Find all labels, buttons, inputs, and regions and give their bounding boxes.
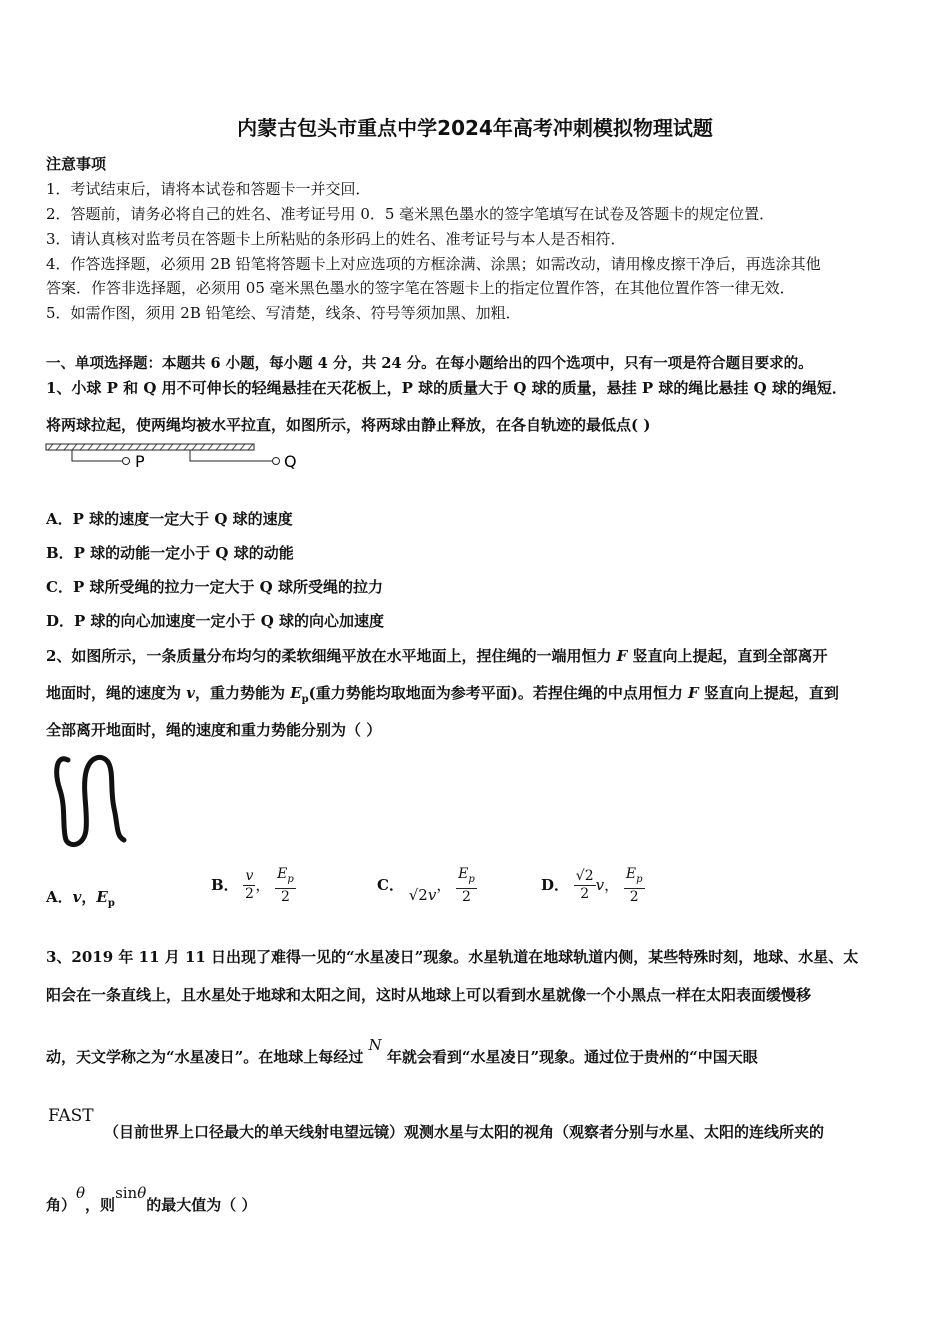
q1-figure [44,442,314,472]
energy-symbol: E [290,684,302,702]
q3-line3 [46,1036,758,1067]
page-title: 内蒙古包头市重点中学2024年高考冲刺模拟物理试题 [237,116,713,140]
q2-text: ，重力势能为 [194,684,291,702]
force-symbol: F [688,684,699,702]
q3-text: 角） [46,1196,77,1214]
q3-text: ，则 [85,1196,116,1214]
energy-subscript: p [301,694,309,705]
notice-item: 5．如需作图，须用 2B 铅笔绘、写清楚，线条、符号等须加黑、加粗． [46,304,521,322]
fast-label: FAST [48,1106,94,1126]
fraction-ep-over-2: $\frac{E_p}{2}$ [458,866,475,905]
q2-line2 [46,682,839,705]
energy-subscript: p [107,898,115,909]
q3-line2: 阳会在一条直线上，且水星处于地球和太阳之间，这时从地球上可以看到水星就像一个小黑点一样在太阳表面缓慢移 [46,986,812,1004]
notice-item: 3．请认真核对监考员在答题卡上所粘贴的条形码上的姓名、准考证号与本人是否相符． [46,230,626,248]
q2-option-d [541,866,645,906]
velocity-symbol: v [72,888,82,906]
option-label: A． [46,888,73,906]
q1-option-c: C．P 球所受绳的拉力一定大于 Q 球所受绳的拉力 [46,578,383,596]
rope-p [72,450,122,461]
notice-item: 4．作答选择题，必须用 2B 铅笔将答题卡上对应选项的方框涂满、涂黑；如需改动，请用橡皮擦干净后，再选涂其他 [46,255,821,273]
q3-text: 年就会看到“水星凌日”现象。通过位于贵州的“中国天眼 [381,1048,758,1066]
q1-option-b: B．P 球的动能一定小于 Q 球的动能 [46,544,294,562]
label-q: Q [284,452,297,471]
q2-text: 竖直向上提起，直到 [698,684,839,702]
velocity-symbol: v [186,684,195,702]
q3-line4: （目前世界上口径最大的单天线射电望远镜）观测水星与太阳的视角（观察者分别与水星、太阳的连线所夹的 [104,1123,825,1141]
q1-line2: 将两球拉起，使两绳均被水平拉直，如图所示，将两球由静止释放，在各自轨迹的最低点( ) [46,416,651,434]
separator: ， [436,875,457,894]
q3-line5 [46,1184,257,1215]
q3-line1: 3、2019 年 11 月 11 日出现了难得一见的“水星凌日”现象。水星轨道在地球轨道内侧，某些特殊时刻，地球、水星、太 [46,948,859,966]
ball-p [123,458,130,465]
force-symbol: F [616,647,628,665]
q2-text: 2、如图所示，一条质量分布均匀的柔软细绳平放在水平地面上，捏住绳的一端用恒力 [46,647,617,665]
q2-text: 地面时，绳的速度为 [46,684,187,702]
ceiling-hatch [46,444,254,450]
fraction-ep-over-2: $\frac{E_p}{2}$ [277,866,294,905]
q1-line1: 1、小球 P 和 Q 用不可伸长的轻绳悬挂在天花板上，P 球的质量大于 Q 球的质量，悬挂 P 球的绳比悬挂 Q 球的绳短． [46,379,847,397]
velocity-symbol: v [595,875,605,894]
separator: ， [81,888,97,906]
section-heading: 一、单项选择题：本题共 6 小题，每小题 4 分，共 24 分。在每小题给出的四个选项中，只有一项是符合题目要求的。 [46,355,813,372]
sin-theta: sinθ [115,1184,147,1202]
notice-item: 1．考试结束后，请将本试卷和答题卡一并交回． [46,180,371,198]
theta-symbol: θ [76,1184,86,1202]
q1-option-a: A．P 球的速度一定大于 Q 球的速度 [46,510,293,528]
rope-q [190,450,272,461]
q2-text: (重力势能均取地面为参考平面)。若捏住绳的中点用恒力 [308,684,689,702]
option-label: D． [541,875,570,894]
notice-heading: 注意事项 [46,155,107,173]
label-p: P [135,452,145,471]
option-label: B． [211,875,239,894]
sqrt2-v: √2v [408,885,437,904]
q2-text: 竖直向上提起，直到全部离开 [627,647,828,665]
notice-item: 答案．作答非选择题，必须用 05 毫米黑色墨水的签字笔在答题卡上的指定位置作答，在其他位置作答一律无效． [46,279,795,297]
q1-option-d: D．P 球的向心加速度一定小于 Q 球的向心加速度 [46,612,385,630]
separator: ， [604,875,624,894]
fraction-v-over-2: $\frac{v}{2}$ [244,868,254,903]
notice-item: 2．答题前，请务必将自己的姓名、准考证号用 0．5 毫米黑色墨水的签字笔填写在试卷及答题卡的规定位置． [46,205,775,223]
ball-q [273,458,280,465]
fraction-sqrt2-over-2: $\frac{√2}{2}$ [575,868,594,903]
q3-text: 动，天文学称之为“水星凌日”。在地球上每经过 [46,1048,369,1066]
n-symbol: N [368,1036,382,1054]
q3-text: 的最大值为（ ） [146,1196,257,1214]
rope-figure [52,750,132,848]
q2-line1 [46,645,828,666]
fraction-ep-over-2: $\frac{E_p}{2}$ [625,866,643,905]
option-label: C． [377,875,404,894]
separator: ， [255,875,276,894]
q2-option-c [377,866,477,906]
q2-line3: 全部离开地面时，绳的速度和重力势能分别为（ ） [46,721,382,739]
q2-option-b [211,866,296,906]
energy-symbol: E [96,888,108,906]
q2-option-a [46,886,115,909]
